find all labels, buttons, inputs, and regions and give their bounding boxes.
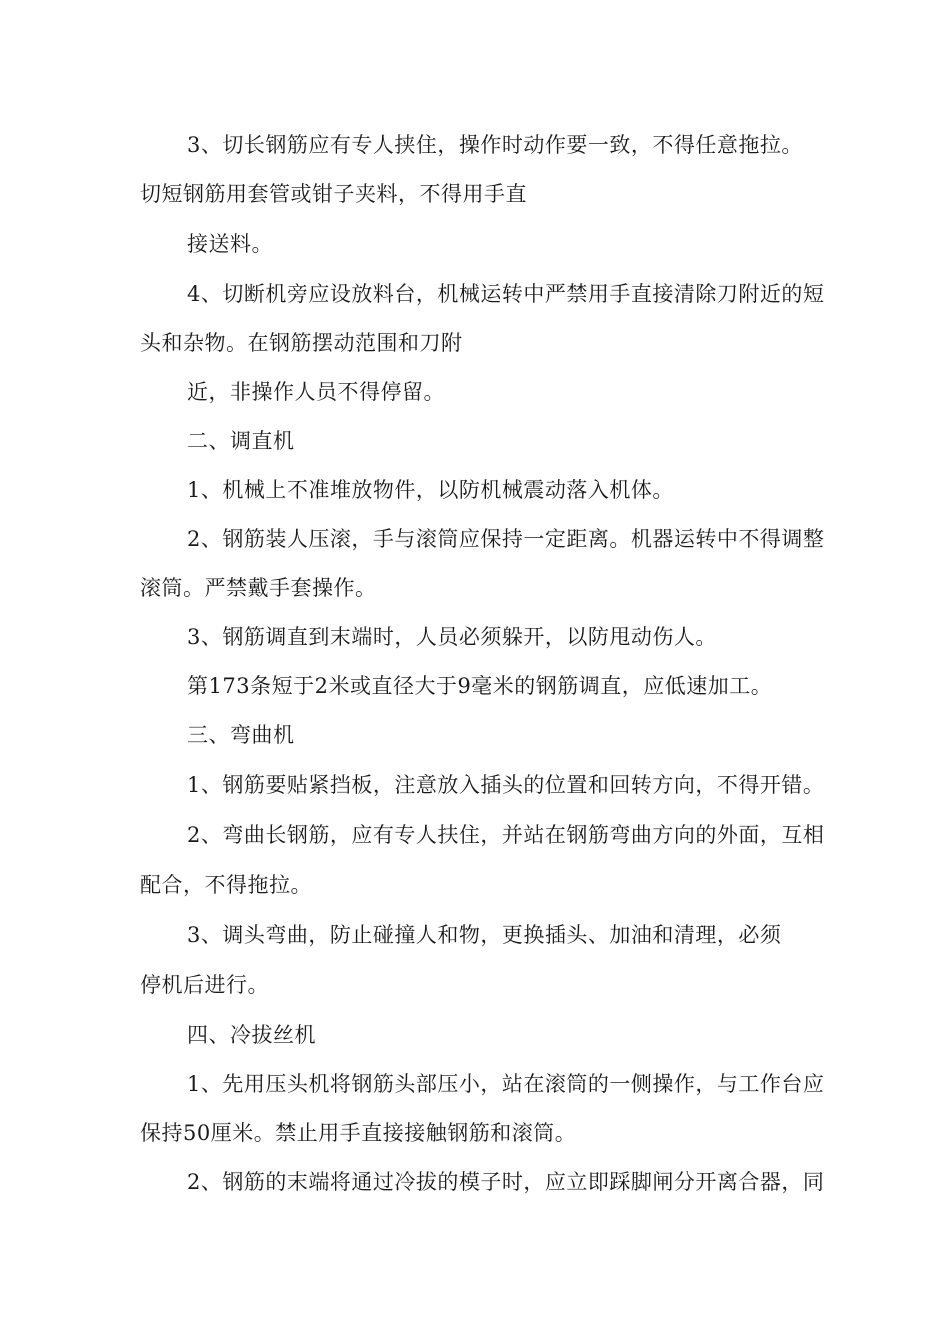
paragraph-line: 3、钢筋调直到末端时，人员必须躲开，以防甩动伤人。 xyxy=(187,625,717,649)
section-heading: 四、冷拔丝机 xyxy=(187,1023,316,1047)
paragraph-line: 头和杂物。在钢筋摆动范围和刀附 xyxy=(140,331,463,355)
paragraph-line: 1、机械上不准堆放物件，以防机械震动落入机体。 xyxy=(187,478,674,502)
paragraph-line: 近，非操作人员不得停留。 xyxy=(187,380,445,404)
paragraph-line: 1、先用压头机将钢筋头部压小，站在滚筒的一侧操作，与工作台应 xyxy=(187,1072,825,1096)
paragraph-line: 保持50厘米。禁止用手直接接触钢筋和滚筒。 xyxy=(140,1121,577,1145)
paragraph-line: 第173条短于2米或直径大于9毫米的钢筋调直，应低速加工。 xyxy=(187,674,773,698)
paragraph-line: 停机后进行。 xyxy=(140,973,269,997)
paragraph-line: 2、钢筋装人压滚，手与滚筒应保持一定距离。机器运转中不得调整 xyxy=(187,527,825,551)
paragraph-line: 配合，不得拖拉。 xyxy=(140,873,312,897)
paragraph-line: 2、钢筋的末端将通过冷拔的模子时，应立即踩脚闸分开离合器，同 xyxy=(187,1170,825,1194)
paragraph-line: 接送料。 xyxy=(187,232,273,256)
paragraph-line: 滚筒。严禁戴手套操作。 xyxy=(140,576,377,600)
paragraph-line: 3、调头弯曲，防止碰撞人和物，更换插头、加油和清理，必须 xyxy=(187,923,782,947)
section-heading: 二、调直机 xyxy=(187,429,295,453)
section-heading: 三、弯曲机 xyxy=(187,723,295,747)
paragraph-line: 2、弯曲长钢筋，应有专人扶住，并站在钢筋弯曲方向的外面，互相 xyxy=(187,823,825,847)
paragraph-line: 3、切长钢筋应有专人挟住，操作时动作要一致，不得任意拖拉。 xyxy=(187,133,803,157)
paragraph-line: 切短钢筋用套管或钳子夹料，不得用手直 xyxy=(140,182,527,206)
paragraph-line: 4、切断机旁应设放料台，机械运转中严禁用手直接清除刀附近的短 xyxy=(187,282,825,306)
paragraph-line: 1、钢筋要贴紧挡板，注意放入插头的位置和回转方向，不得开错。 xyxy=(187,773,825,797)
